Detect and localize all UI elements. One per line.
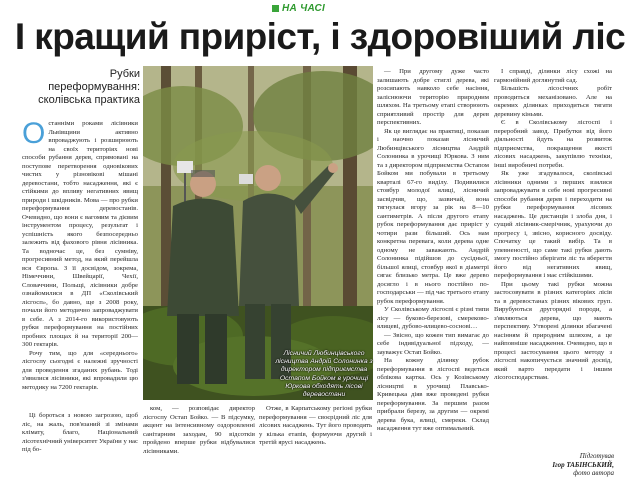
paragraph: Більшість лісосічних робіт проводиться механізовано. Але на окремих ділянках приходиться тягати деревину кіньми. xyxy=(494,85,612,118)
paragraph: Як уже згадувалося, сколівські лісівники одними з перших взялися запроваджувати в себе нові прогресивні способи рубання дерев і переходити на рубки переформування лісових насаджень. Це дистанція і злоба дня, і сущий лісівник-смерічник, урахуючи до прогресу і, звісно, корисного досвіду. Спочатку це такий вибір. Та в упевненості, що саме такі рубки дають змогу постійно зберігати ліс та вберегти його від негативних явищ, переформування і має стійкішими. xyxy=(494,170,612,279)
byline xyxy=(552,452,614,478)
rubric-text: НА ЧАСІ xyxy=(282,2,326,14)
byline-name: Ігор ТАБІНСЬКИЙ, xyxy=(552,460,614,469)
paragraph: На кожну ділянку рубок переформування в лісгоспі ведеться облікова картка. Ось у Козівському лісництві в урочищі Плавсько-Кривецька діяв вже проведені рубки переформування. За першим разом прибрали березу, за другим — окремі дерева бука, ялиці, смереки. Склад насадження тут вже оптимальний. xyxy=(377,357,489,432)
article-subtitle: Рубки переформування: сколівська практика xyxy=(38,68,140,106)
paragraph: Отже, в Карпатському регіоні рубки переформування — своєрідний ліс для лісових насаджень. Тут його проводять у кілька етапів, формуючи другий і третій ярусі насаджень. xyxy=(259,405,372,446)
column-2-bottom xyxy=(143,405,255,476)
paragraph: У Сколівському лісгоспі є різні типи лісу — буково-березові, смереково-ялицеві, дубово-ялицево-соснові… xyxy=(377,306,489,330)
rubric-square-icon xyxy=(272,5,279,12)
byline-prefix: Підготував xyxy=(579,452,614,460)
drop-cap: О xyxy=(22,120,46,150)
paragraph: — При другому дуже часто залишають добре стиглі дерева, які розсипають навколо себе насіння, заліснюючи територію природним шляхом. На третьому етапі створюють сприятливий простір для дерев перспективних. xyxy=(377,68,489,126)
column-3-bottom xyxy=(259,405,372,476)
lead-paragraph xyxy=(22,120,138,350)
lead-text: станніми роками лісівники Львівщини активно впроваджують і розширюють на своїх територіях нові способи рубання дерев, спрямовані на поступове перетворення одновікових чистих у різновікові мішані деревостани, тобто насадження, які є стійкими до впливу негативних явищ природи і шкідників. Мова — про рубки переформування деревостанів. Очевидно, що вони є вагомим та дієвим інструментом процесу, результат і успішність якого безпосередньо залежить від фахового рівня лісівника. Та водночас це, без сумніву, прогресивний метод, на який перейшла вся Європа. З її досвідом, зокрема, Німеччини, Швейцарії, Чехії, Словаччини, Польщі, лісівники добре ознайомилися в ДП «Сколівський лісгосп», бо давно, ще з 2008 року, почали його методично запроваджувати в себе. А з 2014-го використовують рубки переформування на постійних пробних площах й на території 200—300 гектарів. xyxy=(22,120,138,348)
column-1-bottom xyxy=(22,412,138,476)
rubric-label xyxy=(272,2,325,14)
paragraph: Ці бороться з новою загрозою, щоб ліс, на жаль, пов'язаний зі змінами клімату, благо, Національний лісотехнічний університет України у нас під бо- xyxy=(22,412,138,453)
paragraph: — Звісно, що кожен тип вимагає до себе індивідуальної підходу, — зауважує Остап Бойко. xyxy=(377,331,489,356)
article-headline: І кращий приріст, і здоровіший ліс xyxy=(14,16,626,57)
paragraph: Рочу тим, що для «середнього» лісгоспу сьогодні є належні зручності для проведення згаданих рубань. Тоді з'явилися лісівники, які впровадили цю методику на 7200 гектарів. xyxy=(22,349,138,391)
paragraph: Є в Сколівському лісгоспі і переробний завод. Прибутки від його діяльності йдуть на розвиток підприємства, покращення якості лісових насаджень, закупівлю техніки, інші виробничі потреби. xyxy=(494,119,612,169)
paragraph: Як це виглядає на практиці, показав і наочно показав лісничий Любинцівського лісництва Андрій Солонинка в урочищі Юркова. З ним та з директором підприємства Остапом Бойком ми побували в третьому кварталі 67-го виділу. Подивилися стовбур молодої ялиці, лісничий засвідчив, що, зазвичай, вона тягнулася вгору за рік на 8—10 сантиметрів. А після другого етапу рубок переформування дає приріст у чотири рази більший. Ось нам конкретна перевага, коли дерева одне одному не заважають. Андрій Солонинка підійшов до сусідньої, більшої ялиці, стовбур якої в діаметрі сягає близько метра. Це вже дерево досягло і в нього постійно по-господарськи — під час третього етапу рубок переформування. xyxy=(377,127,489,305)
column-5 xyxy=(494,68,612,448)
paragraph: І справді, ділянки лісу схожі на гармонійний доглянутий сад. xyxy=(494,68,612,84)
column-4 xyxy=(377,68,489,476)
byline-role: фото автора xyxy=(573,469,614,477)
paragraph: При цьому такі рубки можна застосовувати в різних категоріях лісів та в деревостанах різних вікових груп. Вирубуються другорядні породи, а з'являються дерева, що мають перспективу. Утворені ділянки збагачені насінням й природним шляхом, а це найповніше насадження. Очевидно, що в процесі застосування цього методу з лісгоспі накопичується значний досвід, який варто передати і іншим лісогосподарствам. xyxy=(494,280,612,381)
paragraph: ком, — розповідає директор лісгоспу Остап Бойко. — В підсумку, акцент на інтенсивному оздоровленні санітарним заходам, 90 відсотків пройдено вперше рубки відбувалися лісівниками. xyxy=(143,405,255,455)
column-1 xyxy=(22,120,138,410)
photo-caption: Лісничий Любинцівського лісництва Андрій Солонинка з директором підприємства Остапом Бойком в урочищі Юркова обходять лісові деревостани xyxy=(275,350,373,399)
